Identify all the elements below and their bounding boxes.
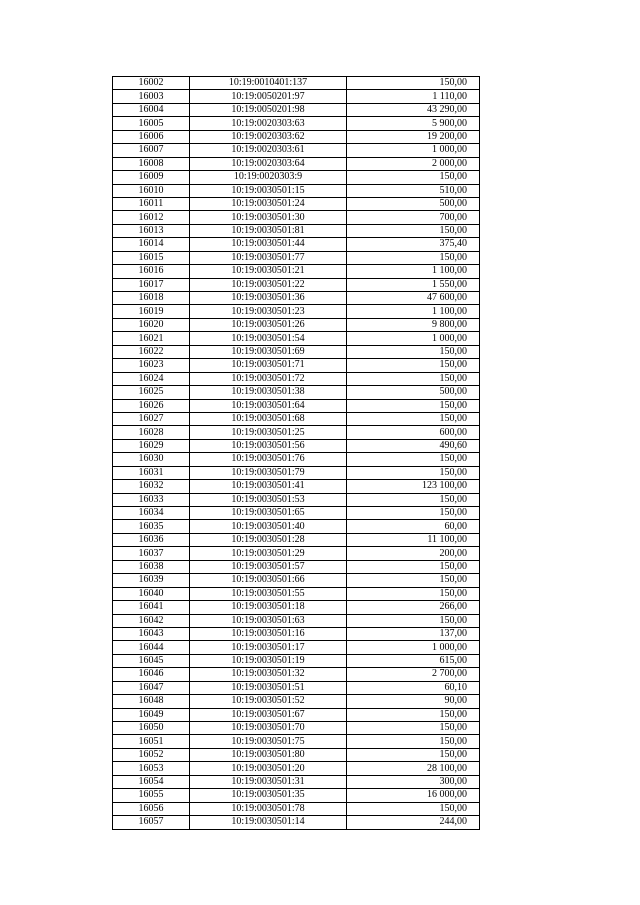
row-number-cell: 16013 <box>113 224 190 237</box>
cadastral-number-cell: 10:19:0030501:24 <box>190 197 347 210</box>
table-row <box>113 117 480 130</box>
table-row <box>113 816 480 829</box>
value-cell: 1 000,00 <box>347 332 480 345</box>
table-row <box>113 493 480 506</box>
value-cell: 266,00 <box>347 601 480 614</box>
row-number-cell: 16007 <box>113 144 190 157</box>
table-row <box>113 480 480 493</box>
row-number-cell: 16022 <box>113 345 190 358</box>
row-number-cell: 16024 <box>113 372 190 385</box>
table-row <box>113 184 480 197</box>
table-row <box>113 735 480 748</box>
cadastral-number-cell: 10:19:0030501:31 <box>190 775 347 788</box>
value-cell: 1 000,00 <box>347 144 480 157</box>
row-number-cell: 16052 <box>113 748 190 761</box>
value-cell: 490,60 <box>347 439 480 452</box>
table-row <box>113 507 480 520</box>
row-number-cell: 16049 <box>113 708 190 721</box>
table-row <box>113 547 480 560</box>
value-cell: 137,00 <box>347 627 480 640</box>
value-cell: 150,00 <box>347 453 480 466</box>
table-row <box>113 668 480 681</box>
row-number-cell: 16031 <box>113 466 190 479</box>
value-cell: 150,00 <box>347 399 480 412</box>
table-row <box>113 103 480 116</box>
cadastral-number-cell: 10:19:0030501:57 <box>190 560 347 573</box>
value-cell: 150,00 <box>347 560 480 573</box>
cadastral-number-cell: 10:19:0030501:19 <box>190 654 347 667</box>
row-number-cell: 16050 <box>113 722 190 735</box>
parcel-table <box>112 76 480 830</box>
value-cell: 375,40 <box>347 238 480 251</box>
cadastral-number-cell: 10:19:0030501:26 <box>190 318 347 331</box>
cadastral-number-cell: 10:19:0030501:69 <box>190 345 347 358</box>
value-cell: 1 550,00 <box>347 278 480 291</box>
table-row <box>113 654 480 667</box>
cadastral-number-cell: 10:19:0030501:75 <box>190 735 347 748</box>
table-row <box>113 439 480 452</box>
cadastral-number-cell: 10:19:0030501:35 <box>190 789 347 802</box>
row-number-cell: 16057 <box>113 816 190 829</box>
value-cell: 200,00 <box>347 547 480 560</box>
value-cell: 123 100,00 <box>347 480 480 493</box>
value-cell: 150,00 <box>347 171 480 184</box>
cadastral-number-cell: 10:19:0030501:41 <box>190 480 347 493</box>
value-cell: 150,00 <box>347 802 480 815</box>
cadastral-number-cell: 10:19:0030501:52 <box>190 695 347 708</box>
row-number-cell: 16008 <box>113 157 190 170</box>
cadastral-number-cell: 10:19:0020303:63 <box>190 117 347 130</box>
row-number-cell: 16038 <box>113 560 190 573</box>
row-number-cell: 16055 <box>113 789 190 802</box>
table-row <box>113 453 480 466</box>
row-number-cell: 16040 <box>113 587 190 600</box>
cadastral-number-cell: 10:19:0030501:72 <box>190 372 347 385</box>
row-number-cell: 16047 <box>113 681 190 694</box>
value-cell: 11 100,00 <box>347 533 480 546</box>
value-cell: 5 900,00 <box>347 117 480 130</box>
cadastral-number-cell: 10:19:0030501:36 <box>190 292 347 305</box>
row-number-cell: 16025 <box>113 386 190 399</box>
value-cell: 150,00 <box>347 466 480 479</box>
cadastral-number-cell: 10:19:0030501:64 <box>190 399 347 412</box>
row-number-cell: 16041 <box>113 601 190 614</box>
row-number-cell: 16009 <box>113 171 190 184</box>
table-row <box>113 265 480 278</box>
table-row <box>113 90 480 103</box>
table-row <box>113 224 480 237</box>
cadastral-number-cell: 10:19:0030501:55 <box>190 587 347 600</box>
table-row <box>113 560 480 573</box>
value-cell: 510,00 <box>347 184 480 197</box>
value-cell: 1 000,00 <box>347 641 480 654</box>
value-cell: 16 000,00 <box>347 789 480 802</box>
value-cell: 150,00 <box>347 587 480 600</box>
row-number-cell: 16002 <box>113 77 190 90</box>
table-row <box>113 197 480 210</box>
table-row <box>113 762 480 775</box>
row-number-cell: 16053 <box>113 762 190 775</box>
cadastral-number-cell: 10:19:0030501:56 <box>190 439 347 452</box>
row-number-cell: 16046 <box>113 668 190 681</box>
cadastral-number-cell: 10:19:0030501:17 <box>190 641 347 654</box>
table-row <box>113 238 480 251</box>
row-number-cell: 16035 <box>113 520 190 533</box>
row-number-cell: 16044 <box>113 641 190 654</box>
cadastral-number-cell: 10:19:0030501:53 <box>190 493 347 506</box>
row-number-cell: 16034 <box>113 507 190 520</box>
value-cell: 150,00 <box>347 507 480 520</box>
table-row <box>113 345 480 358</box>
cadastral-number-cell: 10:19:0030501:30 <box>190 211 347 224</box>
table-row <box>113 157 480 170</box>
cadastral-number-cell: 10:19:0020303:61 <box>190 144 347 157</box>
cadastral-number-cell: 10:19:0010401:137 <box>190 77 347 90</box>
value-cell: 47 600,00 <box>347 292 480 305</box>
table-row <box>113 708 480 721</box>
cadastral-number-cell: 10:19:0030501:79 <box>190 466 347 479</box>
row-number-cell: 16037 <box>113 547 190 560</box>
value-cell: 700,00 <box>347 211 480 224</box>
row-number-cell: 16015 <box>113 251 190 264</box>
table-row <box>113 748 480 761</box>
table-row <box>113 130 480 143</box>
row-number-cell: 16028 <box>113 426 190 439</box>
row-number-cell: 16006 <box>113 130 190 143</box>
value-cell: 60,00 <box>347 520 480 533</box>
value-cell: 244,00 <box>347 816 480 829</box>
cadastral-number-cell: 10:19:0030501:20 <box>190 762 347 775</box>
row-number-cell: 16036 <box>113 533 190 546</box>
table-row <box>113 426 480 439</box>
value-cell: 150,00 <box>347 372 480 385</box>
row-number-cell: 16054 <box>113 775 190 788</box>
value-cell: 19 200,00 <box>347 130 480 143</box>
cadastral-number-cell: 10:19:0030501:16 <box>190 627 347 640</box>
row-number-cell: 16029 <box>113 439 190 452</box>
row-number-cell: 16014 <box>113 238 190 251</box>
cadastral-number-cell: 10:19:0030501:22 <box>190 278 347 291</box>
value-cell: 1 110,00 <box>347 90 480 103</box>
value-cell: 1 100,00 <box>347 265 480 278</box>
value-cell: 150,00 <box>347 359 480 372</box>
value-cell: 150,00 <box>347 224 480 237</box>
cadastral-number-cell: 10:19:0050201:98 <box>190 103 347 116</box>
row-number-cell: 16005 <box>113 117 190 130</box>
value-cell: 150,00 <box>347 708 480 721</box>
cadastral-number-cell: 10:19:0030501:78 <box>190 802 347 815</box>
table-row <box>113 372 480 385</box>
row-number-cell: 16026 <box>113 399 190 412</box>
value-cell: 300,00 <box>347 775 480 788</box>
cadastral-number-cell: 10:19:0030501:21 <box>190 265 347 278</box>
cadastral-number-cell: 10:19:0030501:38 <box>190 386 347 399</box>
value-cell: 43 290,00 <box>347 103 480 116</box>
cadastral-number-cell: 10:19:0030501:29 <box>190 547 347 560</box>
row-number-cell: 16012 <box>113 211 190 224</box>
cadastral-number-cell: 10:19:0030501:81 <box>190 224 347 237</box>
table-row <box>113 520 480 533</box>
table-row <box>113 332 480 345</box>
table-row <box>113 789 480 802</box>
table-row <box>113 587 480 600</box>
cadastral-number-cell: 10:19:0050201:97 <box>190 90 347 103</box>
value-cell: 90,00 <box>347 695 480 708</box>
cadastral-number-cell: 10:19:0030501:51 <box>190 681 347 694</box>
value-cell: 150,00 <box>347 748 480 761</box>
value-cell: 150,00 <box>347 77 480 90</box>
row-number-cell: 16023 <box>113 359 190 372</box>
table-row <box>113 386 480 399</box>
table-row <box>113 318 480 331</box>
cadastral-number-cell: 10:19:0030501:15 <box>190 184 347 197</box>
value-cell: 60,10 <box>347 681 480 694</box>
cadastral-number-cell: 10:19:0030501:63 <box>190 614 347 627</box>
table-row <box>113 775 480 788</box>
cadastral-number-cell: 10:19:0020303:62 <box>190 130 347 143</box>
cadastral-number-cell: 10:19:0030501:68 <box>190 412 347 425</box>
value-cell: 2 000,00 <box>347 157 480 170</box>
cadastral-number-cell: 10:19:0020303:9 <box>190 171 347 184</box>
row-number-cell: 16045 <box>113 654 190 667</box>
row-number-cell: 16033 <box>113 493 190 506</box>
value-cell: 150,00 <box>347 493 480 506</box>
table-row <box>113 722 480 735</box>
table-row <box>113 412 480 425</box>
table-row <box>113 399 480 412</box>
cadastral-number-cell: 10:19:0030501:25 <box>190 426 347 439</box>
table-row <box>113 533 480 546</box>
value-cell: 150,00 <box>347 614 480 627</box>
cadastral-number-cell: 10:19:0030501:67 <box>190 708 347 721</box>
row-number-cell: 16027 <box>113 412 190 425</box>
row-number-cell: 16004 <box>113 103 190 116</box>
cadastral-number-cell: 10:19:0030501:71 <box>190 359 347 372</box>
row-number-cell: 16018 <box>113 292 190 305</box>
value-cell: 150,00 <box>347 574 480 587</box>
table-row <box>113 211 480 224</box>
table-row <box>113 614 480 627</box>
table-row <box>113 601 480 614</box>
cadastral-number-cell: 10:19:0030501:18 <box>190 601 347 614</box>
cadastral-number-cell: 10:19:0030501:76 <box>190 453 347 466</box>
cadastral-number-cell: 10:19:0030501:32 <box>190 668 347 681</box>
row-number-cell: 16039 <box>113 574 190 587</box>
value-cell: 28 100,00 <box>347 762 480 775</box>
table-row <box>113 627 480 640</box>
cadastral-number-cell: 10:19:0020303:64 <box>190 157 347 170</box>
table-row <box>113 574 480 587</box>
row-number-cell: 16032 <box>113 480 190 493</box>
row-number-cell: 16011 <box>113 197 190 210</box>
cadastral-number-cell: 10:19:0030501:80 <box>190 748 347 761</box>
cadastral-number-cell: 10:19:0030501:66 <box>190 574 347 587</box>
value-cell: 150,00 <box>347 412 480 425</box>
cadastral-number-cell: 10:19:0030501:40 <box>190 520 347 533</box>
row-number-cell: 16019 <box>113 305 190 318</box>
row-number-cell: 16048 <box>113 695 190 708</box>
value-cell: 500,00 <box>347 386 480 399</box>
cadastral-number-cell: 10:19:0030501:44 <box>190 238 347 251</box>
table-row <box>113 77 480 90</box>
value-cell: 500,00 <box>347 197 480 210</box>
cadastral-number-cell: 10:19:0030501:77 <box>190 251 347 264</box>
table-row <box>113 251 480 264</box>
table-row <box>113 171 480 184</box>
table-row <box>113 802 480 815</box>
value-cell: 150,00 <box>347 735 480 748</box>
value-cell: 9 800,00 <box>347 318 480 331</box>
row-number-cell: 16020 <box>113 318 190 331</box>
row-number-cell: 16056 <box>113 802 190 815</box>
value-cell: 1 100,00 <box>347 305 480 318</box>
value-cell: 615,00 <box>347 654 480 667</box>
row-number-cell: 16043 <box>113 627 190 640</box>
table-row <box>113 305 480 318</box>
row-number-cell: 16030 <box>113 453 190 466</box>
cadastral-number-cell: 10:19:0030501:54 <box>190 332 347 345</box>
table-row <box>113 681 480 694</box>
cadastral-number-cell: 10:19:0030501:14 <box>190 816 347 829</box>
value-cell: 600,00 <box>347 426 480 439</box>
row-number-cell: 16042 <box>113 614 190 627</box>
row-number-cell: 16017 <box>113 278 190 291</box>
row-number-cell: 16021 <box>113 332 190 345</box>
table-row <box>113 641 480 654</box>
table-body <box>113 77 480 830</box>
table-row <box>113 278 480 291</box>
value-cell: 150,00 <box>347 251 480 264</box>
cadastral-number-cell: 10:19:0030501:28 <box>190 533 347 546</box>
cadastral-number-cell: 10:19:0030501:65 <box>190 507 347 520</box>
value-cell: 150,00 <box>347 722 480 735</box>
table-row <box>113 695 480 708</box>
row-number-cell: 16016 <box>113 265 190 278</box>
cadastral-number-cell: 10:19:0030501:70 <box>190 722 347 735</box>
table-row <box>113 466 480 479</box>
value-cell: 2 700,00 <box>347 668 480 681</box>
cadastral-number-cell: 10:19:0030501:23 <box>190 305 347 318</box>
table-row <box>113 359 480 372</box>
value-cell: 150,00 <box>347 345 480 358</box>
table-row <box>113 292 480 305</box>
table-row <box>113 144 480 157</box>
row-number-cell: 16051 <box>113 735 190 748</box>
row-number-cell: 16010 <box>113 184 190 197</box>
row-number-cell: 16003 <box>113 90 190 103</box>
